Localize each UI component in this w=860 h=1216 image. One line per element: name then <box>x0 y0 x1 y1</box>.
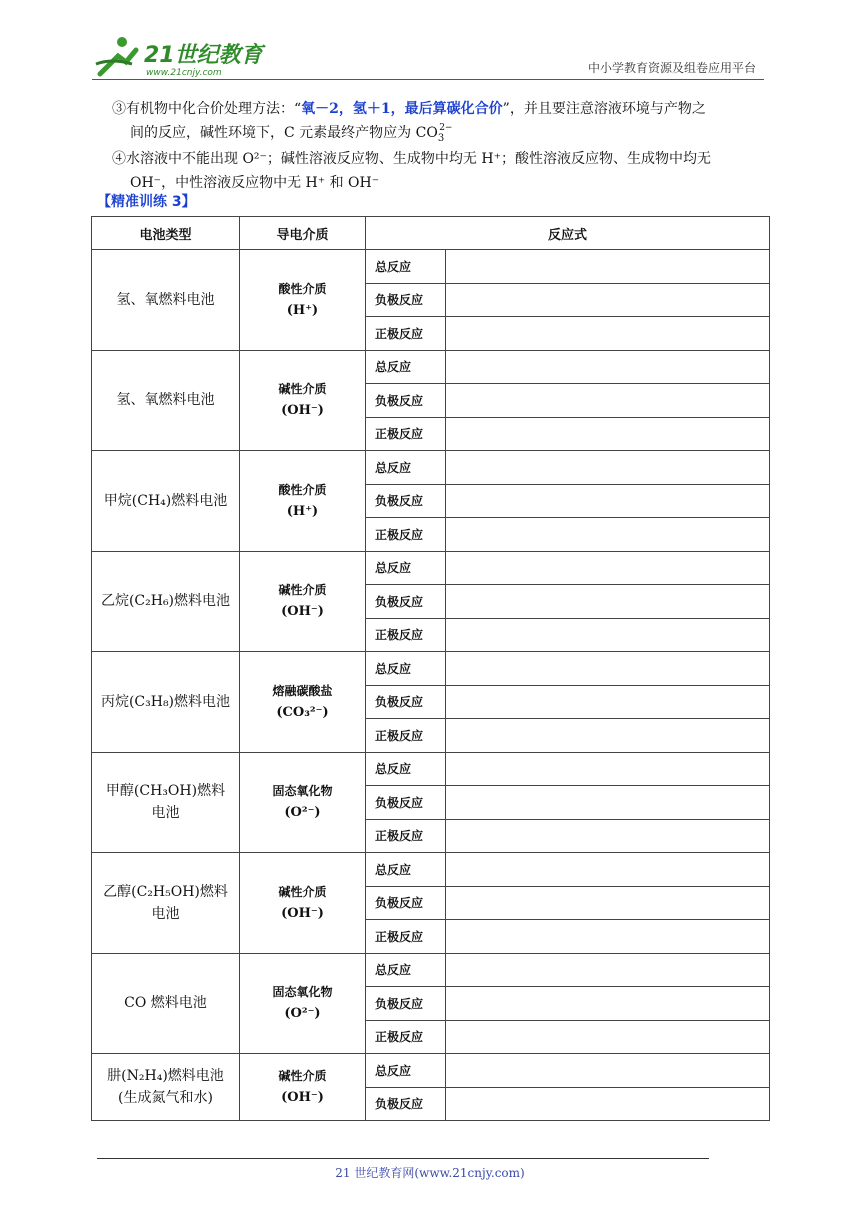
table-row <box>92 752 770 786</box>
battery-type-line1: 氢、氧燃料电池 <box>116 392 215 409</box>
reaction-label: 负极反应 <box>366 585 446 619</box>
intro-notes <box>112 97 772 195</box>
reaction-label: 正极反应 <box>366 518 446 552</box>
table-row <box>92 250 770 284</box>
medium-formula: (CO₃²⁻) <box>276 704 329 720</box>
note-4: ④水溶液中不能出现 O²⁻；碱性溶液反应物、生成物中均无 H⁺；酸性溶液反应物、生成物中均无 <box>112 151 711 167</box>
reaction-answer-cell[interactable] <box>446 652 770 686</box>
reaction-answer-cell[interactable] <box>446 685 770 719</box>
table-row <box>92 953 770 987</box>
footer-text: 21 世纪教育网(www.21cnjy.com) <box>335 1166 525 1180</box>
reaction-answer-cell[interactable] <box>446 786 770 820</box>
reaction-answer-cell[interactable] <box>446 1020 770 1054</box>
medium-name: 碱性介质 <box>278 382 327 397</box>
reaction-answer-cell[interactable] <box>446 384 770 418</box>
battery-type-line1: 氢、氧燃料电池 <box>116 291 215 308</box>
reaction-answer-cell[interactable] <box>446 551 770 585</box>
table-header-row <box>92 217 770 250</box>
reaction-label: 总反应 <box>366 551 446 585</box>
reaction-label: 总反应 <box>366 451 446 485</box>
medium-formula: (OH⁻) <box>281 905 324 921</box>
reaction-answer-cell[interactable] <box>446 853 770 887</box>
table-row <box>92 551 770 585</box>
medium-cell <box>240 652 366 753</box>
reaction-answer-cell[interactable] <box>446 819 770 853</box>
battery-type-cell <box>92 652 240 753</box>
reaction-label: 负极反应 <box>366 484 446 518</box>
reaction-answer-cell[interactable] <box>446 886 770 920</box>
battery-type-cell <box>92 451 240 552</box>
medium-cell <box>240 953 366 1054</box>
medium-cell <box>240 752 366 853</box>
header-divider <box>92 79 764 80</box>
note-3-cont: 间的反应，碱性环境下，C 元素最终产物应为 $CO_3^{2-}$ <box>130 123 453 144</box>
table-row <box>92 1054 770 1088</box>
reaction-label: 正极反应 <box>366 417 446 451</box>
reaction-answer-cell[interactable] <box>446 417 770 451</box>
header-medium: 导电介质 <box>240 217 366 250</box>
header-reaction: 反应式 <box>366 217 770 250</box>
reaction-answer-cell[interactable] <box>446 250 770 284</box>
reaction-answer-cell[interactable] <box>446 920 770 954</box>
reaction-label: 负极反应 <box>366 685 446 719</box>
reaction-answer-cell[interactable] <box>446 283 770 317</box>
battery-type-line1: 丙烷(C₃H₈)燃料电池 <box>100 693 231 710</box>
medium-cell <box>240 853 366 954</box>
table-row <box>92 350 770 384</box>
svg-text:www.21cnjy.com: www.21cnjy.com <box>146 68 222 78</box>
reaction-answer-cell[interactable] <box>446 618 770 652</box>
reaction-label: 负极反应 <box>366 987 446 1021</box>
medium-cell <box>240 451 366 552</box>
medium-name: 熔融碳酸盐 <box>272 683 333 698</box>
reaction-answer-cell[interactable] <box>446 953 770 987</box>
battery-type-line1: 甲醇(CH₃OH)燃料 <box>105 783 226 800</box>
logo <box>92 34 292 78</box>
battery-type-line1: 肼(N₂H₄)燃料电池 <box>107 1068 224 1084</box>
table-row <box>92 451 770 485</box>
medium-name: 固态氧化物 <box>272 985 333 1000</box>
battery-type-cell <box>92 350 240 451</box>
section-title: 【精准训练 3】 <box>97 194 196 210</box>
medium-formula: (H⁺) <box>286 503 319 519</box>
reaction-label: 正极反应 <box>366 618 446 652</box>
battery-type-line1: 乙醇(C₂H₅OH)燃料 <box>103 883 228 900</box>
header-battery-type: 电池类型 <box>92 217 240 250</box>
reaction-label: 总反应 <box>366 953 446 987</box>
svg-text:21世纪教育: 21世纪教育 <box>144 43 263 68</box>
reaction-answer-cell[interactable] <box>446 484 770 518</box>
battery-type-cell <box>92 752 240 853</box>
reaction-answer-cell[interactable] <box>446 1054 770 1088</box>
battery-type-cell <box>92 853 240 954</box>
battery-type-cell <box>92 250 240 351</box>
reaction-label: 负极反应 <box>366 786 446 820</box>
reaction-label: 正极反应 <box>366 317 446 351</box>
page-header <box>92 34 764 80</box>
reaction-answer-cell[interactable] <box>446 317 770 351</box>
medium-formula: (OH⁻) <box>281 604 324 620</box>
reaction-label: 负极反应 <box>366 886 446 920</box>
medium-formula: (O²⁻) <box>284 805 321 821</box>
reaction-label: 负极反应 <box>366 384 446 418</box>
reaction-answer-cell[interactable] <box>446 350 770 384</box>
battery-type-line1: CO 燃料电池 <box>124 995 207 1012</box>
medium-cell <box>240 1054 366 1121</box>
footer-divider <box>97 1158 709 1159</box>
medium-name: 碱性介质 <box>278 583 327 598</box>
reaction-answer-cell[interactable] <box>446 1087 770 1121</box>
medium-cell <box>240 250 366 351</box>
reaction-label: 正极反应 <box>366 819 446 853</box>
battery-type-line2: 电池 <box>151 905 180 922</box>
medium-cell <box>240 350 366 451</box>
battery-type-cell <box>92 1054 240 1121</box>
medium-formula: (H⁺) <box>286 302 319 318</box>
medium-name: 酸性介质 <box>278 482 327 497</box>
reaction-answer-cell[interactable] <box>446 585 770 619</box>
reaction-label: 正极反应 <box>366 920 446 954</box>
reaction-answer-cell[interactable] <box>446 752 770 786</box>
medium-formula: (O²⁻) <box>284 1006 321 1022</box>
battery-table <box>91 216 770 1121</box>
note-4-cont: OH⁻，中性溶液反应物中无 H⁺ 和 OH⁻ <box>130 175 380 191</box>
reaction-label: 总反应 <box>366 853 446 887</box>
medium-cell <box>240 551 366 652</box>
reaction-label: 负极反应 <box>366 283 446 317</box>
reaction-label: 正极反应 <box>366 719 446 753</box>
battery-type-line1: 甲烷(CH₄)燃料电池 <box>103 492 228 509</box>
reaction-label: 正极反应 <box>366 1020 446 1054</box>
reaction-label: 总反应 <box>366 1054 446 1088</box>
note-3: ③有机物中化合价处理方法：“氧－2，氢＋1，最后算碳化合价”，并且要注意溶液环境与产物之 <box>112 101 706 117</box>
reaction-answer-cell[interactable] <box>446 719 770 753</box>
reaction-label: 负极反应 <box>366 1087 446 1121</box>
reaction-answer-cell[interactable] <box>446 518 770 552</box>
medium-formula: (OH⁻) <box>281 1090 324 1105</box>
reaction-label: 总反应 <box>366 652 446 686</box>
battery-type-cell <box>92 551 240 652</box>
medium-formula: (OH⁻) <box>281 403 324 419</box>
medium-name: 碱性介质 <box>278 1069 327 1083</box>
reaction-label: 总反应 <box>366 752 446 786</box>
table-row <box>92 652 770 686</box>
battery-type-cell <box>92 953 240 1054</box>
medium-name: 碱性介质 <box>278 884 327 899</box>
medium-name: 固态氧化物 <box>272 784 333 799</box>
table-row <box>92 853 770 887</box>
battery-type-line2: (生成氮气和水) <box>118 1090 213 1106</box>
reaction-answer-cell[interactable] <box>446 451 770 485</box>
medium-name: 酸性介质 <box>278 281 327 296</box>
battery-type-line1: 乙烷(C₂H₆)燃料电池 <box>100 593 231 610</box>
reaction-label: 总反应 <box>366 350 446 384</box>
reaction-label: 总反应 <box>366 250 446 284</box>
reaction-answer-cell[interactable] <box>446 987 770 1021</box>
header-platform-text: 中小学教育资源及组卷应用平台 <box>587 61 756 75</box>
battery-type-line2: 电池 <box>151 805 180 822</box>
